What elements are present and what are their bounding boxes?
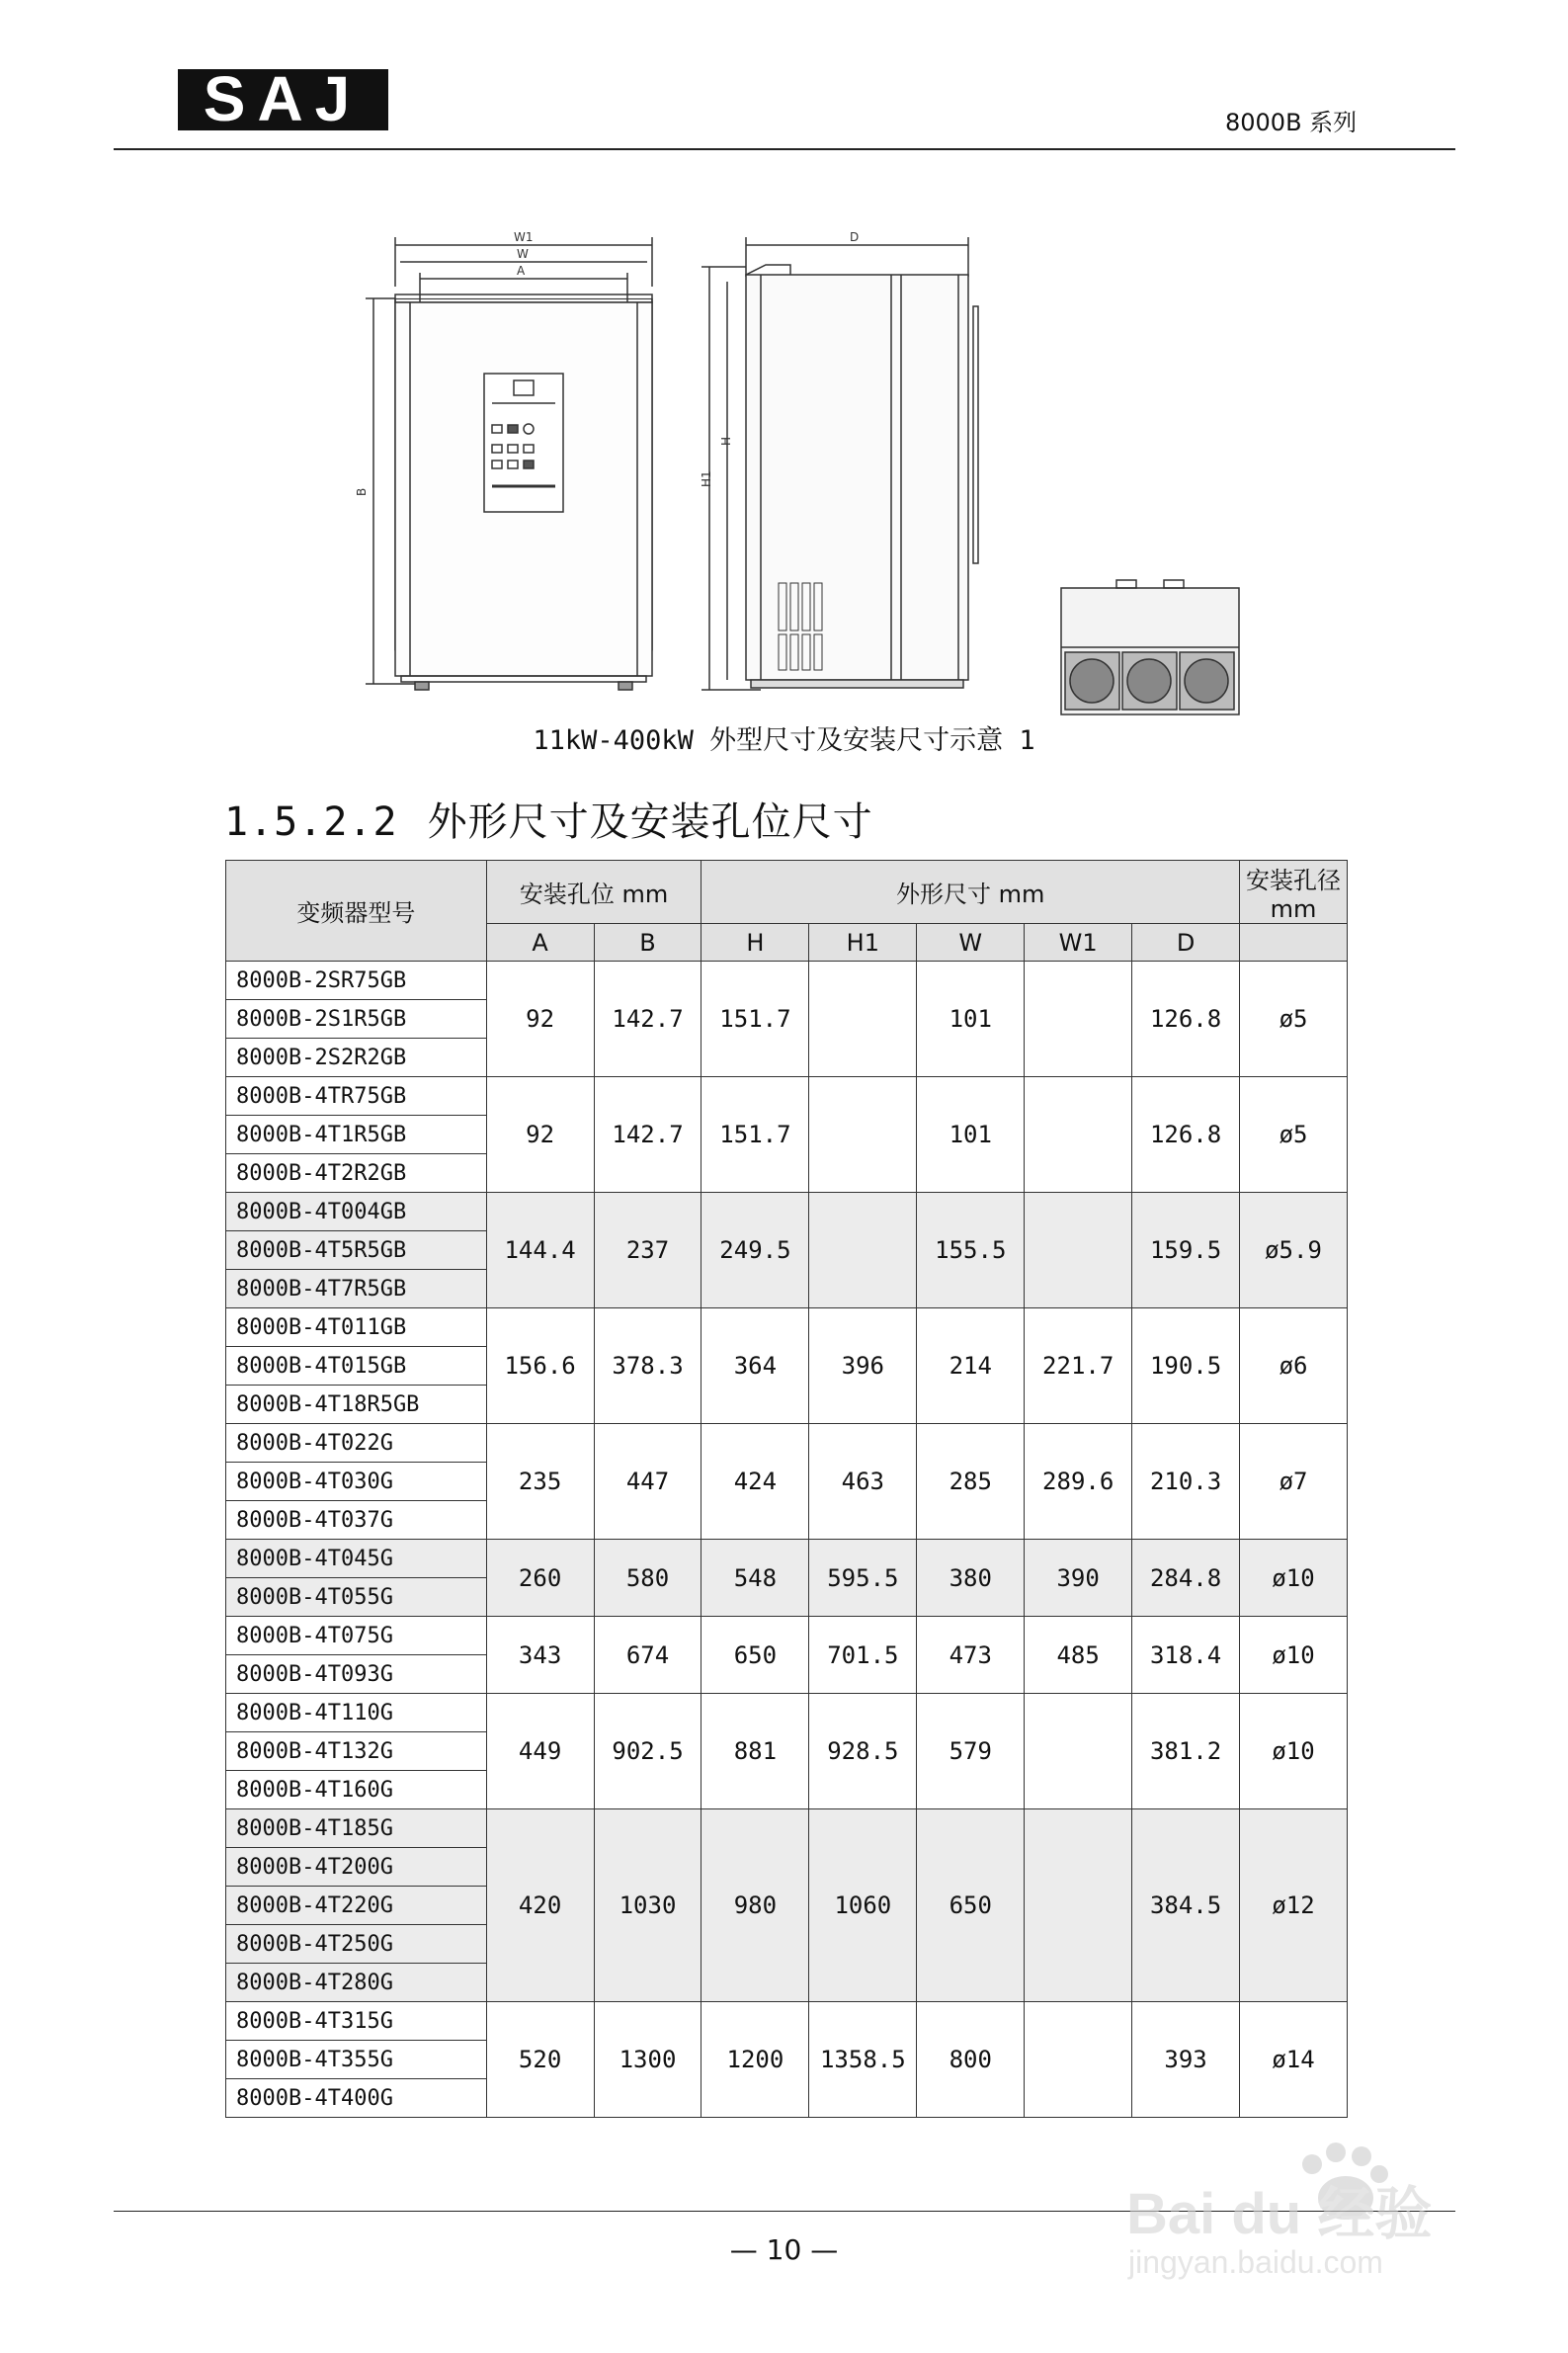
value-cell-h1 bbox=[809, 1077, 917, 1193]
hole-diameter-cell: ø10 bbox=[1240, 1540, 1348, 1617]
section-heading bbox=[224, 791, 873, 847]
model-cell: 8000B-4T315G bbox=[226, 2002, 487, 2041]
value-cell-b: 142.7 bbox=[594, 962, 701, 1077]
value-cell-d: 126.8 bbox=[1132, 1077, 1240, 1193]
value-cell-b: 142.7 bbox=[594, 1077, 701, 1193]
value-cell-w1: 221.7 bbox=[1025, 1308, 1132, 1424]
column-header: B bbox=[594, 924, 701, 962]
label-w1: W1 bbox=[514, 230, 534, 244]
hole-diameter-cell: ø5 bbox=[1240, 962, 1348, 1077]
hole-diameter-cell: ø5 bbox=[1240, 1077, 1348, 1193]
value-cell-h: 249.5 bbox=[701, 1193, 809, 1308]
model-cell: 8000B-4T5R5GB bbox=[226, 1231, 487, 1270]
value-cell-a: 92 bbox=[486, 962, 594, 1077]
column-header: W bbox=[917, 924, 1025, 962]
watermark-brand: Bai du 经验 bbox=[1126, 2182, 1433, 2246]
value-cell-h1: 1060 bbox=[809, 1809, 917, 2002]
value-cell-d: 384.5 bbox=[1132, 1809, 1240, 2002]
model-cell: 8000B-4T250G bbox=[226, 1925, 487, 1964]
label-h1: H1 bbox=[700, 470, 713, 487]
model-cell: 8000B-4T400G bbox=[226, 2079, 487, 2118]
value-cell-w: 650 bbox=[917, 1809, 1025, 2002]
table-row bbox=[226, 1809, 1348, 1848]
value-cell-w1: 289.6 bbox=[1025, 1424, 1132, 1540]
page-number: — 10 — bbox=[729, 2233, 839, 2266]
column-header: A bbox=[486, 924, 594, 962]
hole-diameter-cell: ø7 bbox=[1240, 1424, 1348, 1540]
value-cell-w1 bbox=[1025, 1694, 1132, 1809]
value-cell-w: 101 bbox=[917, 962, 1025, 1077]
model-cell: 8000B-4T355G bbox=[226, 2041, 487, 2079]
value-cell-w1 bbox=[1025, 1077, 1132, 1193]
value-cell-b: 674 bbox=[594, 1617, 701, 1694]
model-cell: 8000B-4T220G bbox=[226, 1887, 487, 1925]
value-cell-b: 1300 bbox=[594, 2002, 701, 2118]
value-cell-w1 bbox=[1025, 2002, 1132, 2118]
table-row bbox=[226, 1077, 1348, 1116]
value-cell-b: 378.3 bbox=[594, 1308, 701, 1424]
model-cell: 8000B-2SR75GB bbox=[226, 962, 487, 1000]
baidu-watermark bbox=[1116, 2125, 1492, 2283]
model-cell: 8000B-4T075G bbox=[226, 1617, 487, 1655]
front-view bbox=[366, 237, 652, 690]
value-cell-a: 520 bbox=[486, 2002, 594, 2118]
value-cell-w: 214 bbox=[917, 1308, 1025, 1424]
value-cell-h: 980 bbox=[701, 1809, 809, 2002]
model-cell: 8000B-4T015GB bbox=[226, 1347, 487, 1386]
column-header: H bbox=[701, 924, 809, 962]
value-cell-b: 902.5 bbox=[594, 1694, 701, 1809]
value-cell-b: 1030 bbox=[594, 1809, 701, 2002]
hole-diameter-cell: ø5.9 bbox=[1240, 1193, 1348, 1308]
table-body bbox=[226, 962, 1348, 2118]
value-cell-w: 800 bbox=[917, 2002, 1025, 2118]
value-cell-w: 155.5 bbox=[917, 1193, 1025, 1308]
side-view bbox=[701, 237, 978, 690]
dimensions-table bbox=[225, 860, 1348, 2118]
label-d: D bbox=[850, 230, 860, 244]
label-a: A bbox=[517, 264, 526, 278]
value-cell-h: 548 bbox=[701, 1540, 809, 1617]
value-cell-h1: 396 bbox=[809, 1308, 917, 1424]
value-cell-d: 381.2 bbox=[1132, 1694, 1240, 1809]
value-cell-d: 393 bbox=[1132, 2002, 1240, 2118]
value-cell-b: 580 bbox=[594, 1540, 701, 1617]
value-cell-h: 650 bbox=[701, 1617, 809, 1694]
value-cell-a: 92 bbox=[486, 1077, 594, 1193]
value-cell-b: 447 bbox=[594, 1424, 701, 1540]
value-cell-h: 1200 bbox=[701, 2002, 809, 2118]
value-cell-d: 126.8 bbox=[1132, 962, 1240, 1077]
section-title: 外形尺寸及安装孔位尺寸 bbox=[427, 799, 873, 845]
column-header-blank bbox=[1240, 924, 1348, 962]
value-cell-w: 579 bbox=[917, 1694, 1025, 1809]
label-b: B bbox=[355, 487, 369, 496]
header-mount: 安装孔位 mm bbox=[486, 861, 701, 924]
model-cell: 8000B-4T7R5GB bbox=[226, 1270, 487, 1308]
value-cell-b: 237 bbox=[594, 1193, 701, 1308]
saj-logo bbox=[178, 69, 388, 130]
value-cell-d: 210.3 bbox=[1132, 1424, 1240, 1540]
model-cell: 8000B-4T200G bbox=[226, 1848, 487, 1887]
model-cell: 8000B-2S2R2GB bbox=[226, 1039, 487, 1077]
table-row bbox=[226, 2002, 1348, 2041]
header-outline: 外形尺寸 mm bbox=[701, 861, 1240, 924]
value-cell-a: 156.6 bbox=[486, 1308, 594, 1424]
value-cell-h1: 701.5 bbox=[809, 1617, 917, 1694]
value-cell-a: 420 bbox=[486, 1809, 594, 2002]
value-cell-h1 bbox=[809, 962, 917, 1077]
model-cell: 8000B-4T037G bbox=[226, 1501, 487, 1540]
model-cell: 8000B-4T030G bbox=[226, 1463, 487, 1501]
value-cell-h: 881 bbox=[701, 1694, 809, 1809]
value-cell-w1: 485 bbox=[1025, 1617, 1132, 1694]
value-cell-a: 235 bbox=[486, 1424, 594, 1540]
model-cell: 8000B-4T110G bbox=[226, 1694, 487, 1732]
table-row bbox=[226, 1617, 1348, 1655]
model-cell: 8000B-4T022G bbox=[226, 1424, 487, 1463]
value-cell-h1 bbox=[809, 1193, 917, 1308]
table-row bbox=[226, 1694, 1348, 1732]
hole-diameter-cell: ø12 bbox=[1240, 1809, 1348, 2002]
header-divider bbox=[114, 148, 1455, 150]
value-cell-d: 159.5 bbox=[1132, 1193, 1240, 1308]
value-cell-a: 260 bbox=[486, 1540, 594, 1617]
value-cell-a: 449 bbox=[486, 1694, 594, 1809]
hole-diameter-cell: ø10 bbox=[1240, 1617, 1348, 1694]
label-h: H bbox=[719, 436, 733, 446]
value-cell-h1: 1358.5 bbox=[809, 2002, 917, 2118]
model-cell: 8000B-4T132G bbox=[226, 1732, 487, 1771]
table-row bbox=[226, 1540, 1348, 1578]
value-cell-d: 284.8 bbox=[1132, 1540, 1240, 1617]
section-number: 1.5.2.2 bbox=[224, 799, 398, 845]
table-row bbox=[226, 1308, 1348, 1347]
column-header: D bbox=[1132, 924, 1240, 962]
header-model: 变频器型号 bbox=[226, 861, 487, 962]
model-cell: 8000B-4TR75GB bbox=[226, 1077, 487, 1116]
table-row bbox=[226, 1424, 1348, 1463]
model-cell: 8000B-4T280G bbox=[226, 1964, 487, 2002]
value-cell-h1: 928.5 bbox=[809, 1694, 917, 1809]
value-cell-h: 424 bbox=[701, 1424, 809, 1540]
value-cell-w: 380 bbox=[917, 1540, 1025, 1617]
value-cell-a: 343 bbox=[486, 1617, 594, 1694]
model-cell: 8000B-4T185G bbox=[226, 1809, 487, 1848]
value-cell-w1 bbox=[1025, 1809, 1132, 2002]
figure-caption: 11kW-400kW 外型尺寸及安装尺寸示意 1 bbox=[533, 725, 1035, 756]
model-cell: 8000B-4T18R5GB bbox=[226, 1386, 487, 1424]
label-w: W bbox=[517, 247, 529, 261]
table-row bbox=[226, 962, 1348, 1000]
value-cell-w1 bbox=[1025, 1193, 1132, 1308]
dimension-drawing bbox=[326, 208, 1245, 721]
model-cell: 8000B-4T055G bbox=[226, 1578, 487, 1617]
value-cell-h1: 463 bbox=[809, 1424, 917, 1540]
column-header: H1 bbox=[809, 924, 917, 962]
value-cell-a: 144.4 bbox=[486, 1193, 594, 1308]
value-cell-w: 285 bbox=[917, 1424, 1025, 1540]
watermark-url: jingyan.baidu.com bbox=[1128, 2244, 1383, 2280]
value-cell-h: 151.7 bbox=[701, 962, 809, 1077]
value-cell-w1 bbox=[1025, 962, 1132, 1077]
model-cell: 8000B-2S1R5GB bbox=[226, 1000, 487, 1039]
value-cell-w: 101 bbox=[917, 1077, 1025, 1193]
model-cell: 8000B-4T2R2GB bbox=[226, 1154, 487, 1193]
series-label: 8000B 系列 bbox=[1225, 109, 1358, 136]
value-cell-d: 190.5 bbox=[1132, 1308, 1240, 1424]
model-cell: 8000B-4T004GB bbox=[226, 1193, 487, 1231]
logo-text: SAJ bbox=[203, 69, 363, 130]
value-cell-h: 151.7 bbox=[701, 1077, 809, 1193]
value-cell-d: 318.4 bbox=[1132, 1617, 1240, 1694]
table-row bbox=[226, 1193, 1348, 1231]
model-cell: 8000B-4T011GB bbox=[226, 1308, 487, 1347]
model-cell: 8000B-4T1R5GB bbox=[226, 1116, 487, 1154]
model-cell: 8000B-4T093G bbox=[226, 1655, 487, 1694]
value-cell-h1: 595.5 bbox=[809, 1540, 917, 1617]
header-hole: 安装孔径 mm bbox=[1240, 861, 1348, 924]
value-cell-w: 473 bbox=[917, 1617, 1025, 1694]
model-cell: 8000B-4T045G bbox=[226, 1540, 487, 1578]
hole-diameter-cell: ø14 bbox=[1240, 2002, 1348, 2118]
value-cell-h: 364 bbox=[701, 1308, 809, 1424]
model-cell: 8000B-4T160G bbox=[226, 1771, 487, 1809]
hole-diameter-cell: ø10 bbox=[1240, 1694, 1348, 1809]
column-header: W1 bbox=[1025, 924, 1132, 962]
value-cell-w1: 390 bbox=[1025, 1540, 1132, 1617]
hole-diameter-cell: ø6 bbox=[1240, 1308, 1348, 1424]
bottom-view bbox=[1061, 580, 1239, 714]
